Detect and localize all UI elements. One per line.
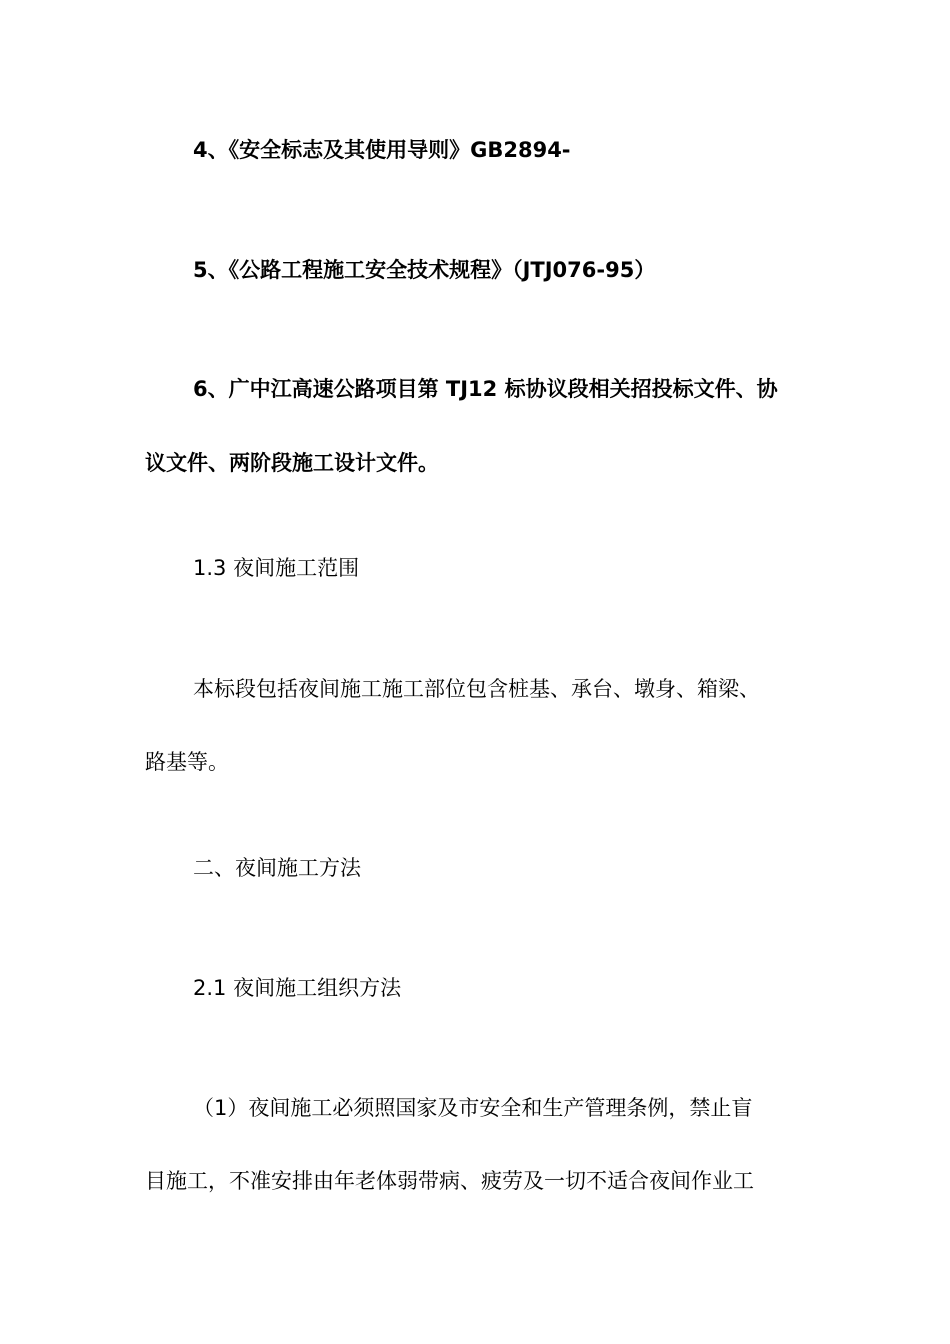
chapter-heading-2: 二、夜间施工方法 xyxy=(193,856,361,880)
reference-item-5: 5、《公路工程施工安全技术规程》（JTJ076-95） xyxy=(193,258,656,282)
section-heading-1-3: 1.3 夜间施工范围 xyxy=(193,556,360,580)
reference-item-4: 4、《安全标志及其使用导则》GB2894- xyxy=(193,138,571,162)
method-paragraph-line-2: 目施工，不准安排由年老体弱带病、疲劳及一切不适合夜间作业工 xyxy=(145,1169,754,1193)
method-paragraph-line-1: （1）夜间施工必须照国家及市安全和生产管理条例，禁止盲 xyxy=(193,1096,753,1120)
scope-paragraph-line-2: 路基等。 xyxy=(145,750,229,774)
reference-item-6-line-1: 6、广中江高速公路项目第 TJ12 标协议段相关招投标文件、协 xyxy=(193,377,778,401)
reference-item-6-line-2: 议文件、两阶段施工设计文件。 xyxy=(145,451,439,475)
scope-paragraph-line-1: 本标段包括夜间施工施工部位包含桩基、承台、墩身、箱梁、 xyxy=(193,677,760,701)
section-heading-2-1: 2.1 夜间施工组织方法 xyxy=(193,976,402,1000)
